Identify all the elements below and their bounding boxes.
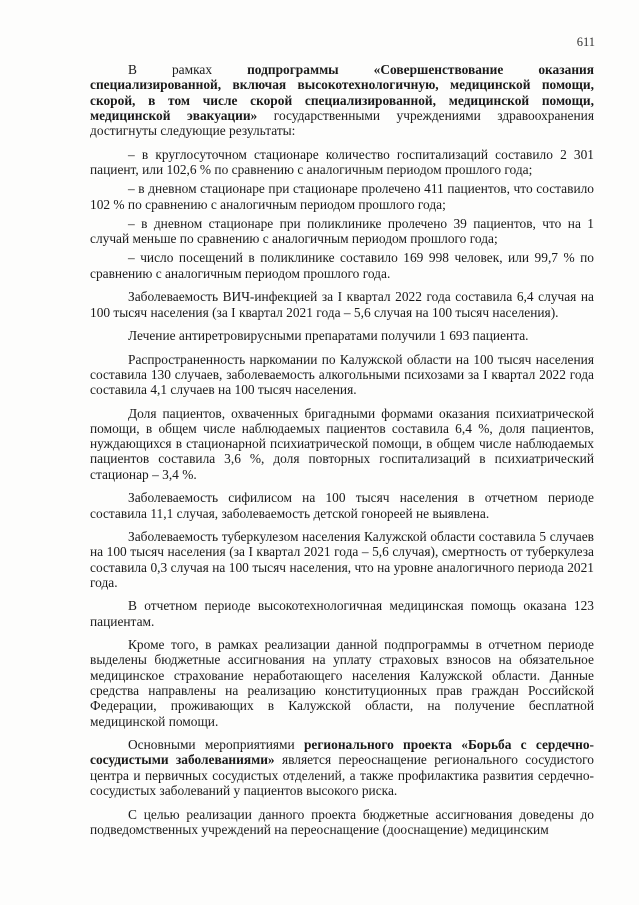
paragraph-psychiatric: Доля пациентов, охваченных бригадными формами оказания психиатрической помощи, в общем числе наблюдаемых пациентов составила 6,4 %, доля пациентов, нуждающихся в стационарной психиатрической помощи, в общем числе наблюдаемых пациентов составила 3,6 %, доля повторных госпитализаций в психиатрический стационар – 3,4 %. [90, 405, 594, 482]
text-run: Основными мероприятиями [128, 737, 304, 753]
paragraph-hiv: Заболеваемость ВИЧ-инфекцией за I квартал 2022 года составила 6,4 случая на 100 тысяч населения (за I квартал 2021 года – 5,6 случая на 100 тысяч населения). [90, 289, 594, 320]
paragraph-tuberculosis: Заболеваемость туберкулезом населения Калужской области составила 5 случаев на 100 тысяч населения (за I квартал 2021 года – 5,6 случая), смертность от туберкулеза составила 0,3 случая на 100 тысяч населения, что на уровне аналогичного периода 2021 года. [90, 529, 594, 590]
regional-project-title: регионального проекта «Борьба с сердечно-сосудистыми заболеваниями» [90, 737, 595, 768]
paragraph-syphilis: Заболеваемость сифилисом на 100 тысяч населения в отчетном периоде составила 11,1 случая, заболеваемость детской гонореей не выявлена. [90, 490, 594, 521]
paragraph-high-tech-care: В отчетном периоде высокотехнологичная медицинская помощь оказана 123 пациентам. [90, 598, 594, 629]
paragraph-cardio-project [90, 737, 594, 798]
paragraph-budget: С целью реализации данного проекта бюджетные ассигнования доведены до подведомственных учреждений на переоснащение (дооснащение) медицинским [90, 806, 594, 837]
paragraph-antiretroviral: Лечение антиретровирусными препаратами получили 1 693 пациента. [128, 328, 529, 344]
paragraph-insurance: Кроме того, в рамках реализации данной подпрограммы в отчетном периоде выделены бюджетные ассигнования на уплату страховых взносов на обязательное медицинское страхование неработающего населения Калужской области. Данные средства направлены на реализацию конституционных прав граждан Российской Федерации, проживающих в Калужской области, на получение бесплатной медицинской помощи. [90, 637, 594, 729]
page-number: 611 [576, 35, 595, 49]
text-run: является переоснащение регионального сосудистого центра и первичных сосудистых отделений, а также профилактика развития сердечно-сосудистых заболеваний у пациентов высокого риска. [90, 752, 595, 799]
subprogram-title: подпрограммы «Совершенствование оказания специализированной, включая высокотехнологичную, медицинской помощи, скорой, в том числе скорой специализированной, медицинской помощи, медицинской эвакуации» [90, 62, 594, 123]
paragraph-narcomania: Распространенность наркомании по Калужской области на 100 тысяч населения составила 130 случаев, заболеваемость алкогольными психозами за I квартал 2022 года составила 4,1 случаев на 100 тысяч населения. [90, 351, 594, 398]
list-item-day-polyclinic: – в дневном стационаре при поликлинике пролечено 39 пациентов, что на 1 случай меньше по сравнению с аналогичным периодом прошлого года; [90, 215, 594, 247]
list-item-round-the-clock: – в круглосуточном стационаре количество госпитализаций составило 2 301 пациент, или 102,6 % по сравнению с аналогичным периодом прошлого года; [90, 146, 594, 177]
list-item-visits: – число посещений в поликлинике составило 169 998 человек, или 99,7 % по сравнению с аналогичным периодом прошлого года. [90, 250, 594, 281]
paragraph-subprogram-intro [90, 62, 594, 138]
list-item-day-hospital: – в дневном стационаре при стационаре пролечено 411 пациентов, что составило 102 % по сравнению с аналогичным периодом прошлого года; [90, 181, 594, 212]
document-body [90, 62, 594, 845]
text-run: государственными учреждениями здравоохранения достигнуты следующие результаты: [90, 107, 594, 139]
text-run: В рамках [128, 62, 248, 77]
